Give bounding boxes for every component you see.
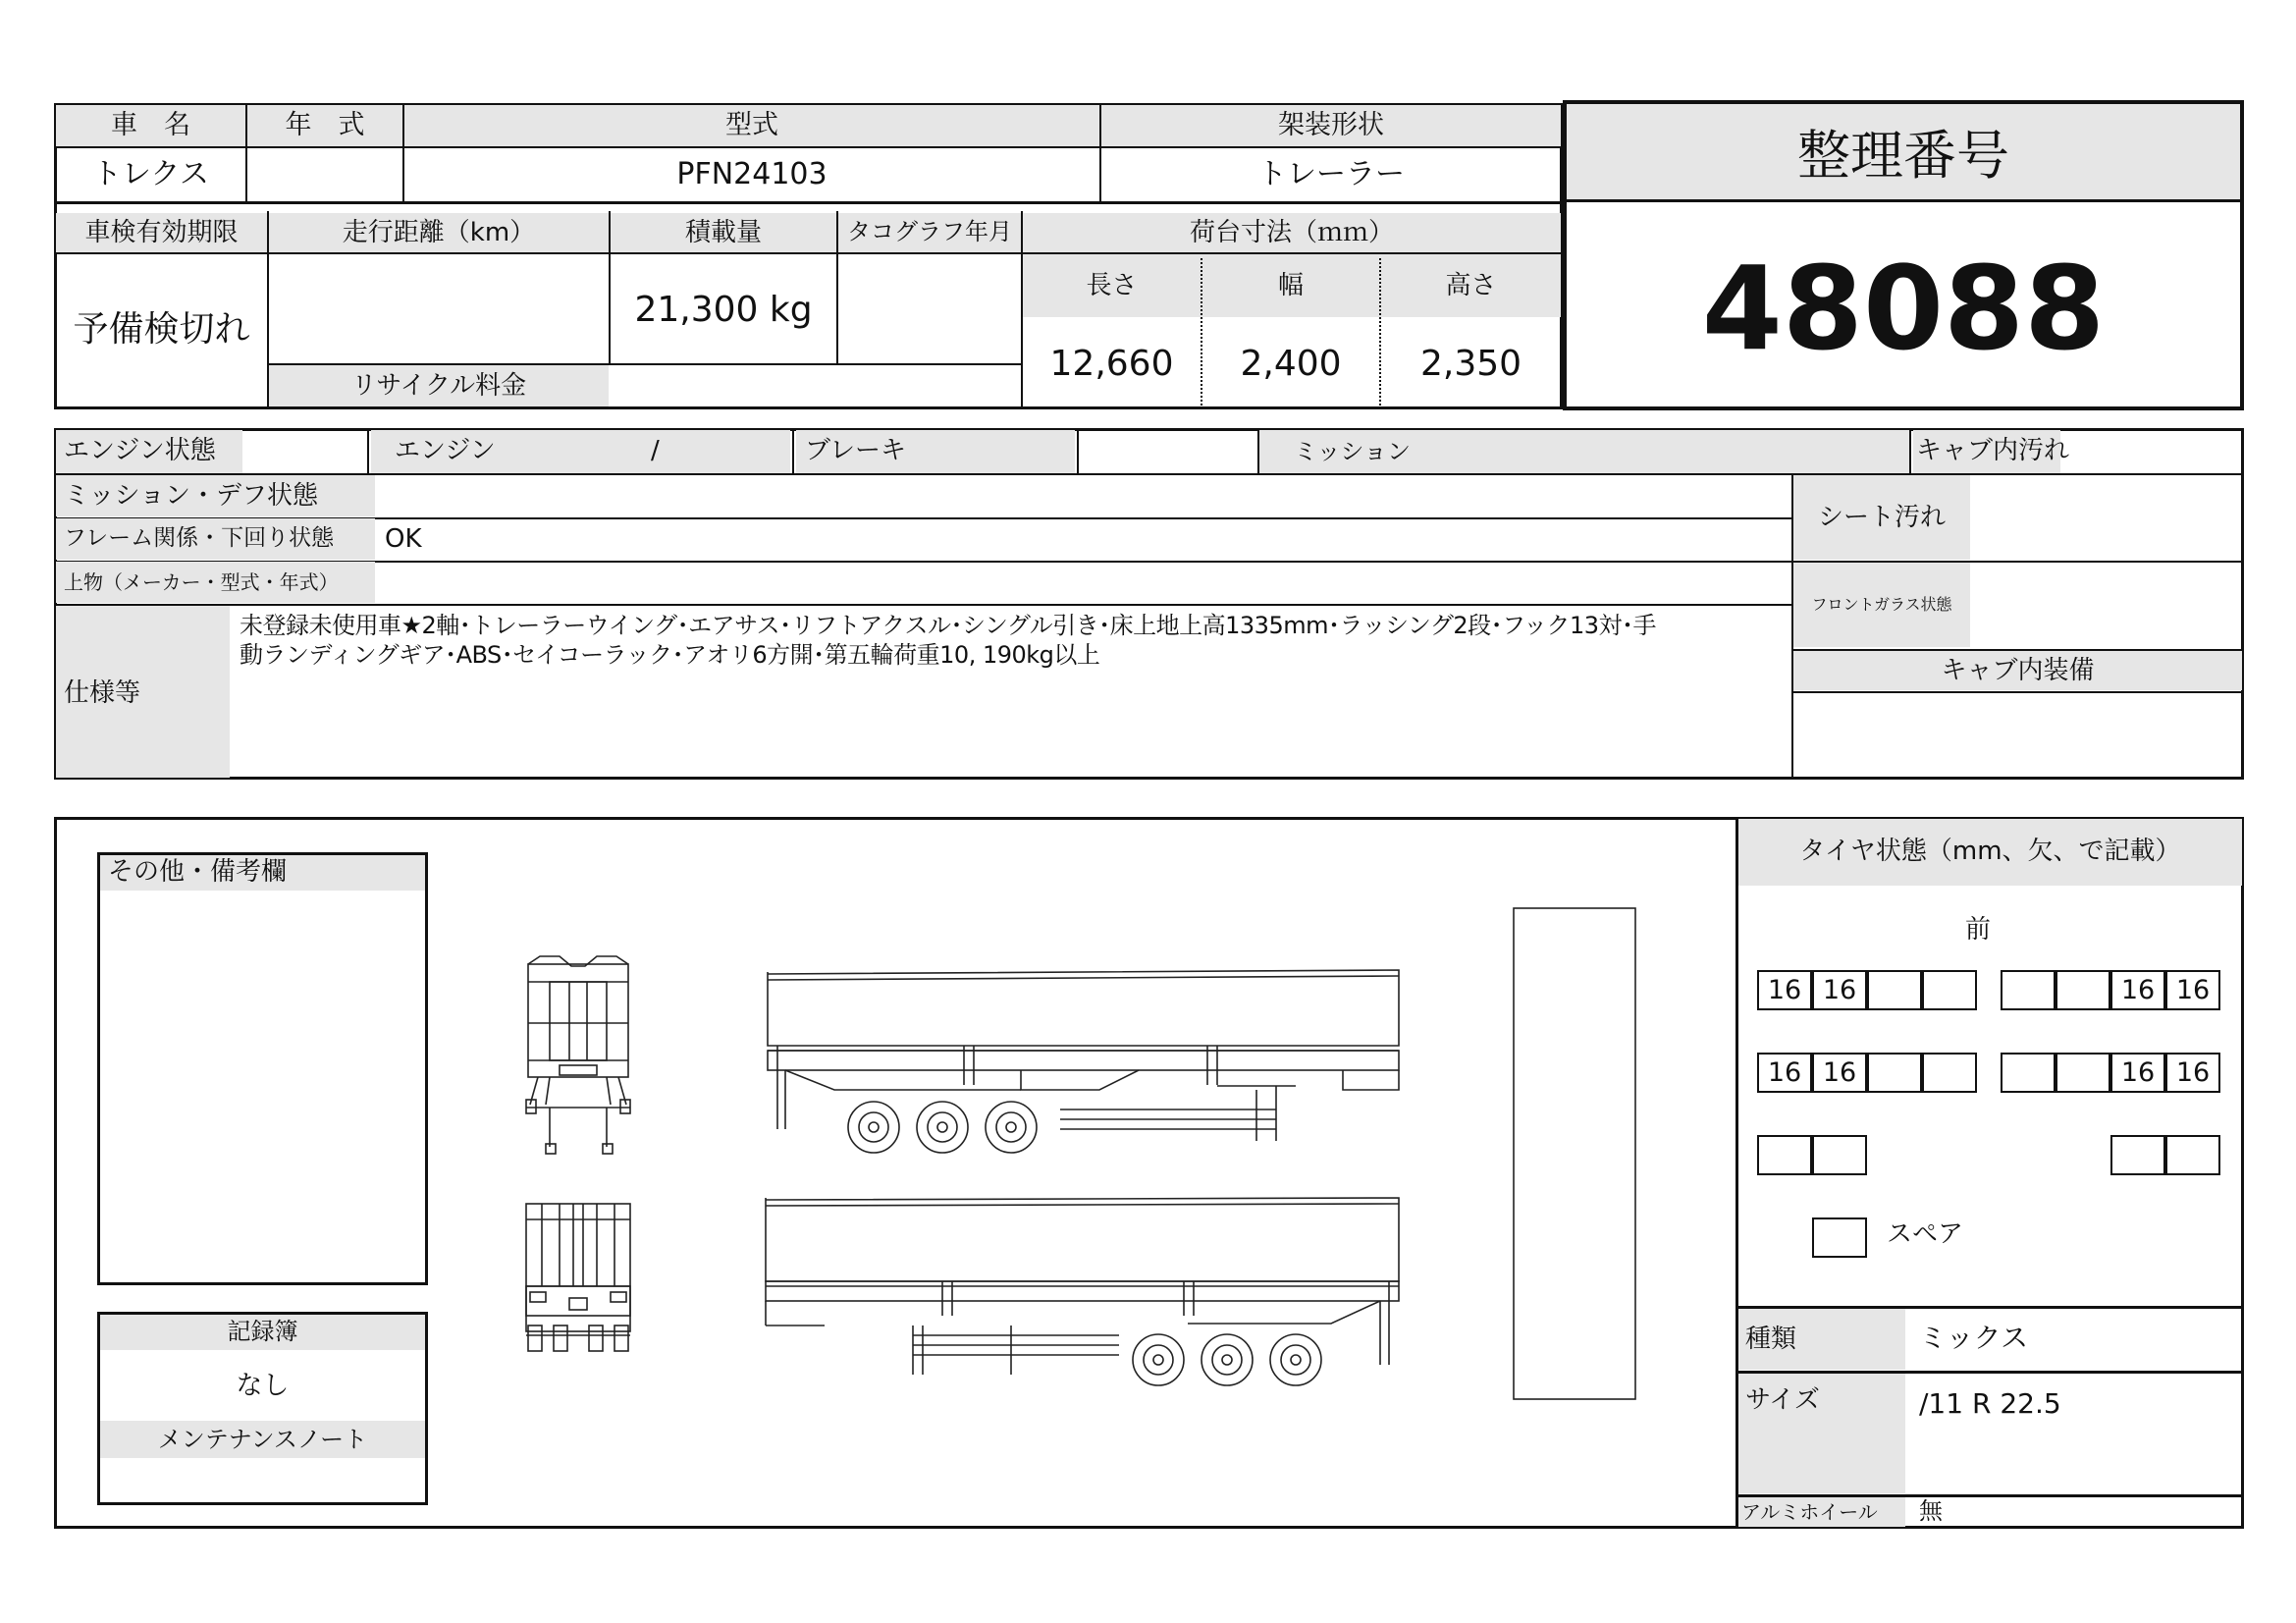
model-value: PFN24103 [676,157,828,191]
engine-slash: / [651,436,660,465]
year-label: 年 式 [285,110,365,140]
tire-cell[interactable]: 16 [1812,1053,1867,1093]
alloy-wheel-label: アルミホイール [1741,1500,1878,1524]
trailer-top-view [1514,908,1635,1399]
tire-cell[interactable]: 16 [2165,1053,2220,1093]
width-value: 2,400 [1240,344,1342,384]
trailer-front-view [526,956,630,1154]
tire-title: タイヤ状態（mm、欠、で記載） [1799,837,2181,866]
tire-type-label: 種類 [1745,1325,1797,1354]
tire-cell[interactable]: 16 [1757,1053,1812,1093]
brake-label: ブレーキ [805,436,906,465]
tire-cell[interactable] [1922,1053,1977,1093]
tire-cell[interactable] [2110,1135,2165,1175]
spec-line-2: 動ランディングギア･ABS･セイコーラック･アオリ6方開･第五輪荷重10, 190kg以上 [240,641,1100,669]
tire-cell[interactable] [2165,1135,2220,1175]
height-label: 高さ [1445,271,1497,300]
model-label: 型式 [725,110,778,140]
tire-cell[interactable]: 16 [1757,970,1812,1010]
engine-state-label: エンジン状態 [64,436,216,465]
mission-label: ミッション [1294,438,1412,465]
length-label: 長さ [1086,271,1138,300]
tacho-label: タコグラフ年月 [847,218,1012,245]
tire-cell[interactable] [2056,970,2110,1010]
tire-cell[interactable]: 16 [2110,970,2165,1010]
trailer-side-view-left [768,970,1399,1153]
alloy-wheel-value: 無 [1919,1497,1943,1525]
width-label: 幅 [1277,271,1304,300]
load-label: 積載量 [684,218,762,247]
record-value: なし [236,1371,290,1401]
tire-cell[interactable] [2056,1053,2110,1093]
maintenance-note-label: メンテナンスノート [157,1426,368,1453]
mileage-label: 走行距離（km） [342,218,536,247]
other-remarks-label: その他・備考欄 [108,857,288,887]
trailer-side-view-right [766,1198,1399,1385]
inspection-value: 予備検切れ [73,309,250,350]
tire-cell[interactable] [1867,970,1922,1010]
record-label: 記録簿 [227,1318,298,1345]
car-name-label: 車 名 [111,110,190,140]
car-name-value: トレクス [91,157,210,191]
body-type-label: 架装形状 [1278,110,1384,140]
tire-cell[interactable] [1812,1135,1867,1175]
cab-equip-label: キャブ内装備 [1941,656,2095,685]
mission-diff-label: ミッション・デフ状態 [64,481,318,511]
upper-label: 上物（メーカー・型式・年式） [64,570,339,594]
seat-dirt-label: シート汚れ [1817,503,1946,532]
tire-cell[interactable] [1867,1053,1922,1093]
tire-cell[interactable] [1922,970,1977,1010]
bed-size-label: 荷台寸法（ｍｍ） [1189,218,1394,247]
recycle-label: リサイクル料金 [350,371,527,401]
frame-label: フレーム関係・下回り状態 [64,525,335,551]
tire-cell[interactable] [2001,1053,2056,1093]
load-value: 21,300 kg [634,290,813,330]
tire-cell[interactable] [1757,1135,1812,1175]
frame-value: OK [385,524,422,554]
trailer-diagram [510,893,1669,1414]
windshield-label: フロントガラス状態 [1811,595,1952,614]
tire-type-value: ミックス [1919,1322,2029,1354]
tire-cell[interactable]: 16 [2110,1053,2165,1093]
control-number-value: 48088 [1701,241,2106,376]
tire-front-label: 前 [1964,915,1991,945]
engine-label: エンジン [395,436,496,465]
height-value: 2,350 [1419,344,1522,384]
tire-cell[interactable]: 16 [1812,970,1867,1010]
tire-size-value: /11 R 22.5 [1919,1387,2061,1420]
body-type-value: トレーラー [1257,157,1405,191]
tire-cell[interactable]: 16 [2165,970,2220,1010]
spec-line-1: 未登録未使用車★2軸･トレーラーウイング･エアサス･リフトアクスル･シングル引き･床上地上高1335mm･ラッシング2段･フック13対･手 [240,612,1657,639]
tire-cell[interactable] [2001,970,2056,1010]
trailer-rear-view [526,1204,630,1351]
length-value: 12,660 [1049,344,1174,384]
other-remarks-box [97,852,428,1285]
inspection-label: 車検有効期限 [84,218,239,247]
spare-tire-cell[interactable] [1812,1217,1867,1258]
control-number-label: 整理番号 [1797,125,2009,187]
cab-dirt-label: キャブ内汚れ [1916,436,2070,465]
tire-size-label: サイズ [1745,1385,1820,1415]
spec-label: 仕様等 [64,678,141,708]
spare-label: スペア [1887,1219,1964,1249]
